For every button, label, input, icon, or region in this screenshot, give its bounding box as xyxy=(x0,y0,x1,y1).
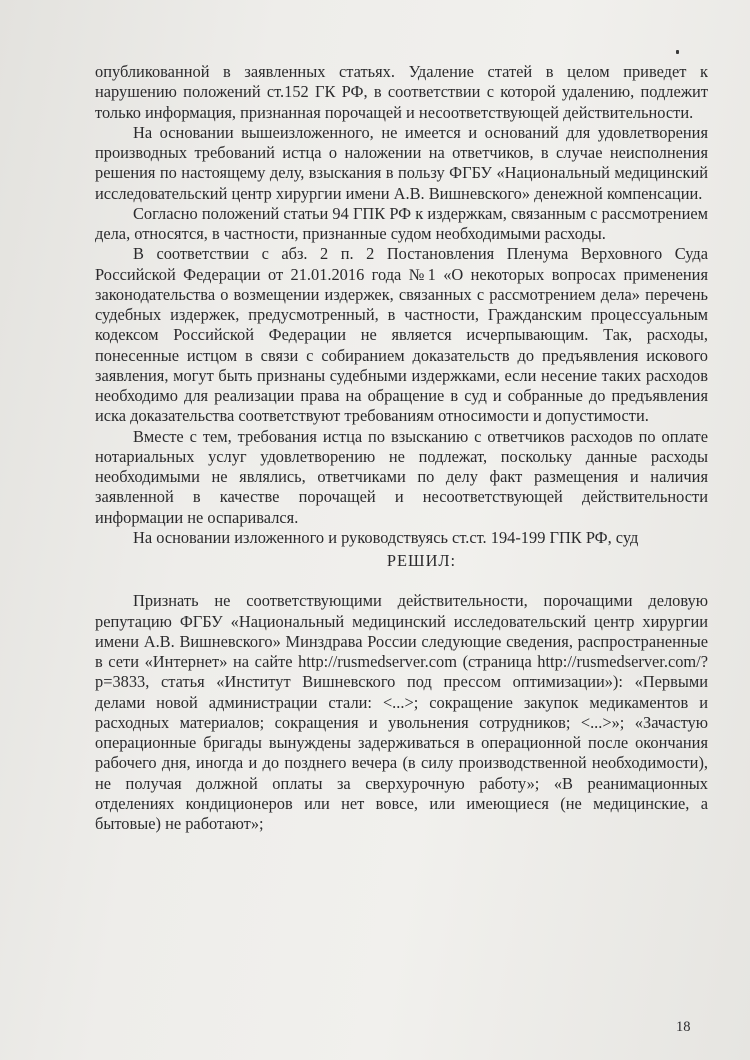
paragraph-costs-article-94: Согласно положений статьи 94 ГПК РФ к издержкам, связанным с рассмотрением дела, относятся, в частности, признанные судом необходимыми расходы. xyxy=(95,203,708,243)
paragraph-decision: Признать не соответствующими действительности, порочащими деловую репутацию ФГБУ «Национальный медицинский исследовательский центр хирургии имени А.В. Вишневского» Минздрава России следующие сведения, распространенные в сети «Интернет» на сайте http://rusmedserver.com (страница http://rusmedserver.com/?p=3833, статья «Институт Вишневского под прессом оптимизации»): «Первыми делами новой администрации стали: <...>; сокращение закупок медикаментов и расходных материалов; сокращения и увольнения сотрудников; <...>»; «Зачастую операционные бригады вынуждены задерживаться в операционной после окончания рабочего дня, иногда и до позднего вечера (в силу производственной необходимости), не получая должной оплаты за сверхурочную работу»; «В реанимационных отделениях кондиционеров или нет вовсе, или имеющиеся (не медицинские, а бытовые) не работают»; xyxy=(95,591,708,833)
paragraph-notary-costs: Вместе с тем, требования истца по взысканию с ответчиков расходов по оплате нотариальных услуг удовлетворению не подлежат, поскольку данные расходы необходимыми не являлись, ответчиками по делу факт размещения и наличия заявленной в качестве порочащей и несоответствующей действительности информации не оспаривался. xyxy=(95,426,708,527)
paragraph-plenum-resolution: В соответствии с абз. 2 п. 2 Постановления Пленума Верховного Суда Российской Федерации от 21.01.2016 года №1 «О некоторых вопросах применения законодательства о возмещении издержек, связанных с рассмотрением дела» перечень судебных издержек, предусмотренный, в частности, Гражданским процессуальным кодексом Российской Федерации не является исчерпывающим. Так, расходы, понесенные истцом в связи с собиранием доказательств до предъявления искового заявления, могут быть признаны судебными издержками, если несение таких расходов необходимо для реализации права на обращение в суд и собранные до предъявления иска доказательства соответствуют требованиям относимости и допустимости. xyxy=(95,244,708,426)
paper-speck xyxy=(676,50,679,54)
document-body xyxy=(95,62,708,834)
paragraph-court-basis: На основании изложенного и руководствуясь ст.ст. 194-199 ГПК РФ, суд xyxy=(133,527,639,547)
paragraph-continuation: опубликованной в заявленных статьях. Удаление статей в целом приведет к нарушению положений ст.152 ГК РФ, в соответствии с которой удалению, подлежит только информация, признанная порочащей и несоответствующей действительности. xyxy=(95,62,708,122)
page-number: 18 xyxy=(676,1019,691,1035)
paragraph-derivative-claims: На основании вышеизложенного, не имеется и оснований для удовлетворения производных требований истца о наложении на ответчиков, в случае неисполнения решения по настоящему делу, взыскания в пользу ФГБУ «Национальный медицинский исследовательский центр хирургии имени А.В. Вишневского» денежной компенсации. xyxy=(95,122,708,203)
decision-heading: РЕШИЛ: xyxy=(386,551,457,570)
